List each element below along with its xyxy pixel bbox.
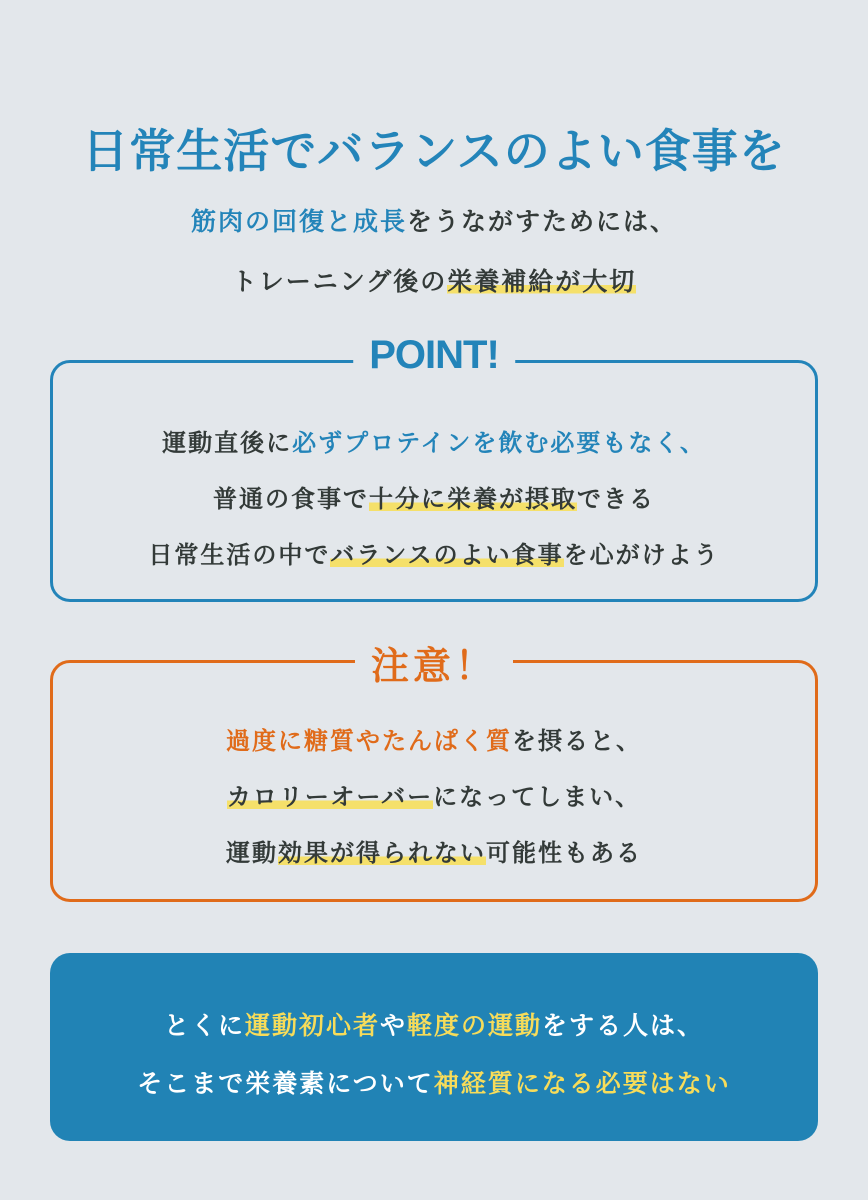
point-body — [53, 415, 815, 583]
summary-banner — [50, 953, 818, 1141]
caution-emphasis: 過度に糖質やたんぱく質 — [226, 727, 512, 755]
intro-line-2 — [0, 252, 868, 312]
point-text: 運動直後に — [162, 429, 293, 457]
banner-emphasis: 神経質になる必要はない — [433, 1069, 731, 1098]
point-box — [50, 333, 818, 602]
point-line-1 — [53, 415, 815, 471]
point-text: 普通の食事で — [213, 485, 369, 513]
caution-box — [50, 644, 818, 902]
caution-text: を摂ると、 — [512, 727, 642, 755]
point-highlight: バランスのよい食事 — [330, 541, 564, 569]
page-title: 日常生活でバランスのよい食事を — [82, 123, 786, 178]
caution-label: 注意！ — [355, 635, 513, 690]
point-highlight: 十分に栄養が摂取 — [369, 485, 577, 513]
caution-line-2 — [53, 769, 815, 825]
point-text: できる — [577, 485, 655, 513]
banner-emphasis: 軽度の運動 — [407, 1011, 543, 1040]
caution-highlight: カロリーオーバー — [226, 783, 434, 811]
banner-line-1 — [50, 997, 818, 1055]
banner-emphasis: 運動初心者 — [244, 1011, 380, 1040]
banner-text: や — [379, 1011, 407, 1040]
point-emphasis: 必ずプロテインを飲む必要もなく、 — [292, 429, 706, 457]
caution-text: 可能性もある — [486, 839, 642, 867]
intro-highlight: 栄養補給が大切 — [447, 267, 637, 296]
banner-text: そこまで栄養素について — [137, 1069, 434, 1098]
banner-text: をする人は、 — [542, 1011, 705, 1040]
caution-highlight: 効果が得られない — [278, 839, 486, 867]
banner-line-2 — [50, 1055, 818, 1113]
caution-text: 運動 — [226, 839, 278, 867]
intro-line-1 — [0, 192, 868, 252]
point-line-2 — [53, 471, 815, 527]
caution-text: になってしまい、 — [433, 783, 642, 811]
caution-body — [53, 713, 815, 881]
point-line-3 — [53, 527, 815, 583]
point-text: を心がけよう — [563, 541, 720, 569]
intro-text — [0, 192, 868, 312]
point-text: 日常生活の中で — [148, 541, 331, 569]
intro-text-span: をうながすためには、 — [407, 207, 678, 236]
caution-line-3 — [53, 825, 815, 881]
caution-line-1 — [53, 713, 815, 769]
banner-text: とくに — [163, 1011, 245, 1040]
intro-emphasis: 筋肉の回復と成長 — [190, 207, 407, 236]
banner-body — [50, 997, 818, 1113]
intro-text-span: トレーニング後の — [231, 267, 448, 296]
point-label: POINT! — [353, 333, 515, 378]
